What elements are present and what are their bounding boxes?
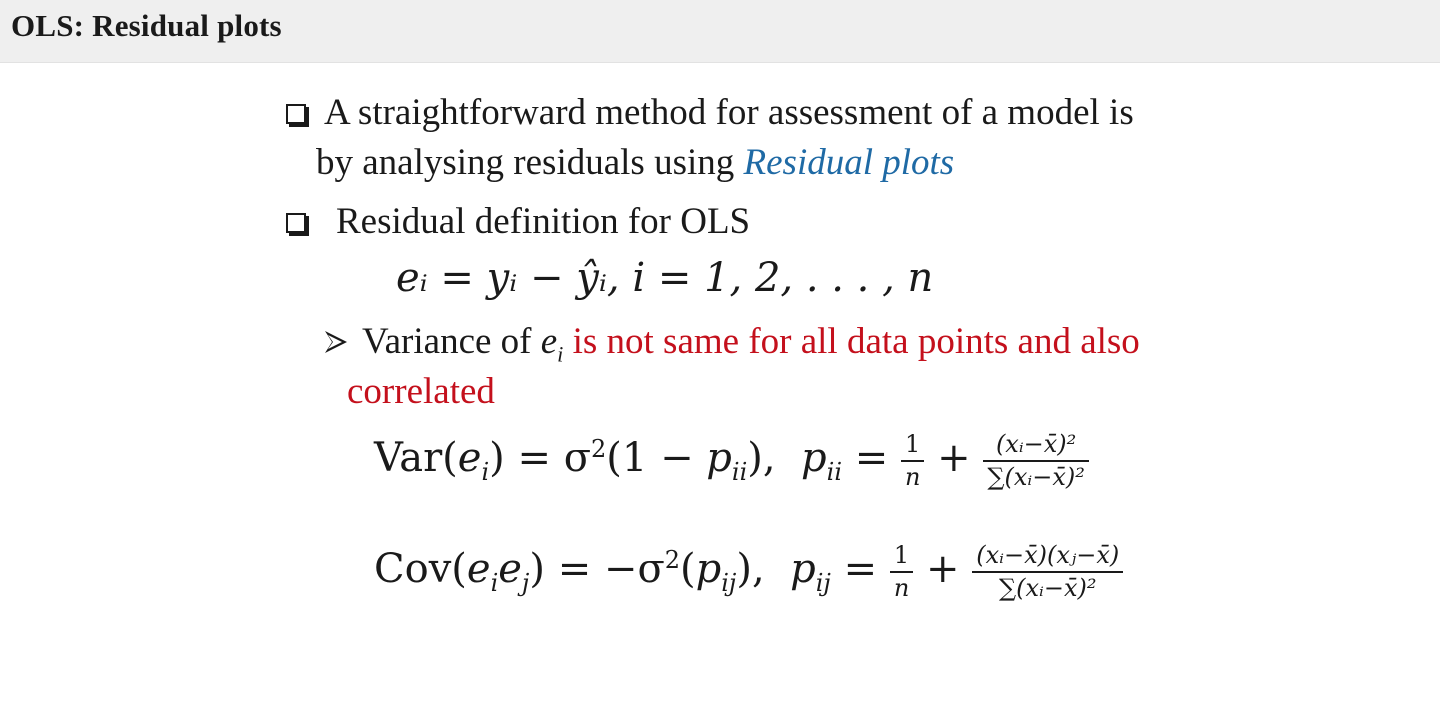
title-bar	[0, 0, 1440, 63]
cov-frac-1	[890, 543, 913, 601]
arrow-bullet-icon	[322, 328, 350, 356]
square-bullet-icon	[286, 104, 306, 124]
cov-p2: p	[790, 546, 816, 593]
square-bullet-icon	[286, 213, 306, 233]
var-p2: p	[801, 435, 827, 482]
cov-mid2: (	[680, 546, 696, 593]
covariance-formula	[374, 543, 1123, 601]
bullet-1-line-2-text: by analysing residuals using	[316, 142, 744, 183]
cov-lhs: Cov(	[374, 546, 467, 593]
cov-end: ),	[736, 546, 765, 593]
sub-bullet-prefix: Variance of	[362, 321, 541, 362]
cov-e2-sub: j	[521, 569, 530, 598]
cov-mid: ) = −σ	[529, 546, 665, 593]
var-frac-2-num: (xᵢ−x̄)²	[983, 432, 1089, 462]
var-plus: +	[924, 435, 984, 482]
bullet-1-line-1: A straightforward method for assessment of a model is	[324, 92, 1134, 133]
cov-p: p	[695, 546, 722, 593]
var-p2-sub: ii	[826, 458, 842, 487]
cov-frac-2-den: ∑(xᵢ−x̄)²	[998, 574, 1097, 603]
residual-equation: eᵢ = yᵢ − ŷᵢ, i = 1, 2, . . . , n	[396, 255, 934, 301]
var-p: p	[706, 435, 732, 482]
var-e-sub: i	[481, 458, 490, 487]
var-sq: 2	[591, 434, 607, 463]
cov-frac-1-den: n	[893, 574, 910, 603]
cov-p-sub: ij	[721, 569, 737, 598]
cov-p2-sub: ij	[815, 569, 831, 598]
residual-plots-emphasis: Residual plots	[743, 142, 955, 183]
page-title: OLS: Residual plots	[11, 8, 282, 43]
var-frac-2	[983, 432, 1089, 490]
residual-symbol-subscript: i	[557, 341, 564, 367]
cov-e-sub: i	[490, 569, 499, 598]
var-eq: =	[842, 435, 901, 482]
var-frac-1-den: n	[904, 463, 921, 492]
var-p-sub: ii	[731, 458, 748, 487]
var-frac-1	[901, 432, 924, 490]
cov-frac-2	[972, 543, 1123, 601]
cov-sq: 2	[664, 545, 681, 574]
var-e: e	[457, 435, 482, 482]
bullet-2-text: Residual definition for OLS	[336, 201, 751, 242]
residual-symbol: e	[540, 321, 558, 362]
sub-bullet-line-1	[362, 323, 1140, 366]
cov-e: e	[466, 546, 491, 593]
var-frac-2-den: ∑(xᵢ−x̄)²	[987, 463, 1085, 492]
cov-e2: e	[498, 546, 522, 593]
var-lhs: Var(	[374, 435, 458, 482]
var-mid2: (1 −	[606, 435, 707, 482]
bullet-1-line-2	[316, 144, 954, 181]
cov-frac-1-num: 1	[890, 543, 913, 573]
cov-eq: =	[830, 546, 890, 593]
cov-frac-2-num: (xᵢ−x̄)(xⱼ−x̄)	[972, 543, 1123, 573]
sub-bullet-red-text: is not same for all data points and also	[563, 321, 1140, 362]
variance-formula	[374, 432, 1089, 490]
var-frac-1-num: 1	[901, 432, 924, 462]
var-mid: ) = σ	[489, 435, 592, 482]
var-end: ),	[747, 435, 776, 482]
sub-bullet-line-2: correlated	[347, 371, 495, 412]
cov-plus: +	[913, 546, 973, 593]
